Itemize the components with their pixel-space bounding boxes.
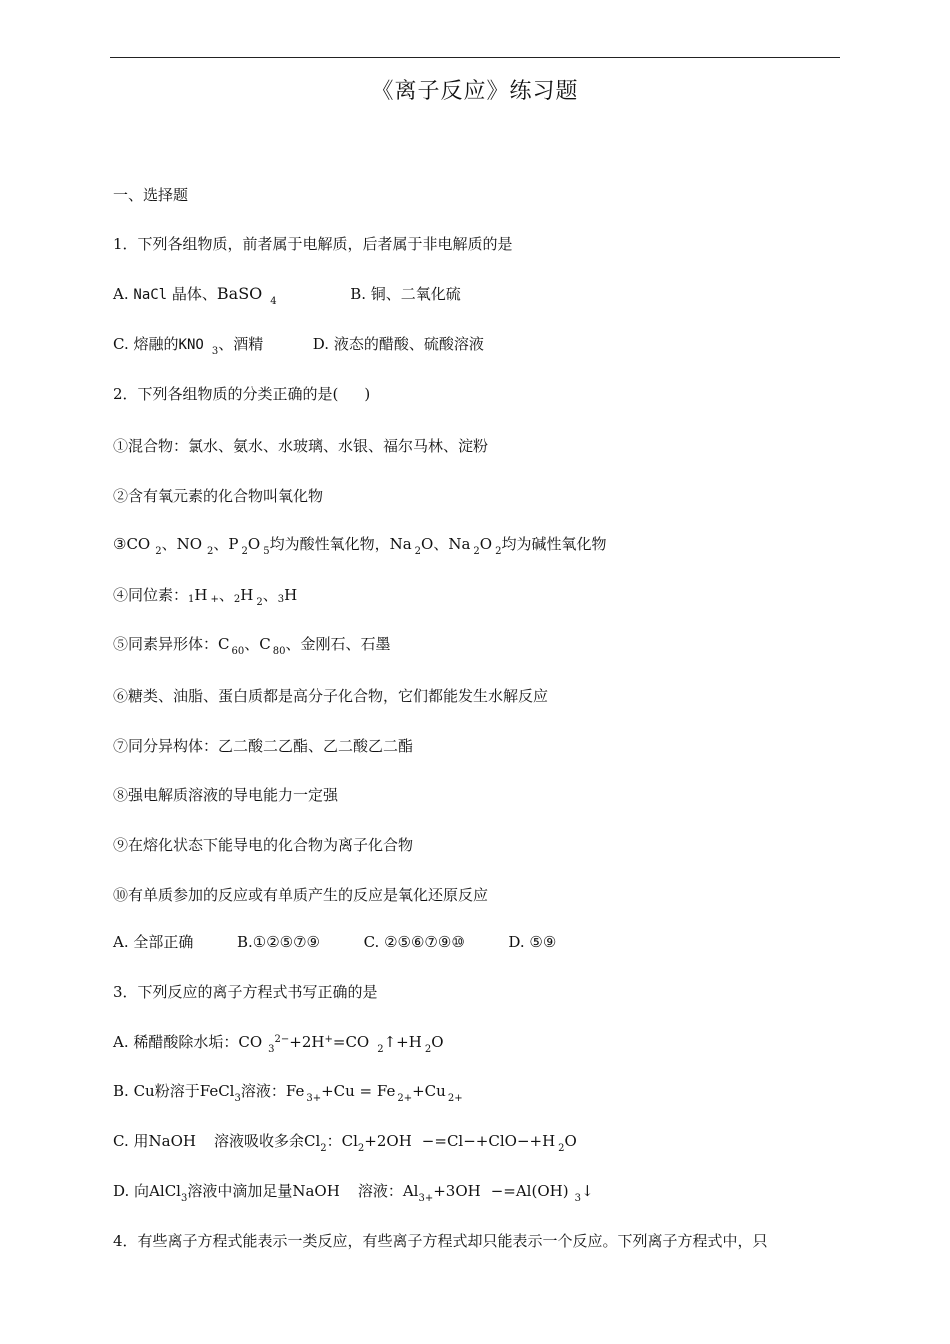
- q3-stem: 3．下列反应的离子方程式书写正确的是: [113, 983, 378, 1001]
- q2-statement-2: ②含有氧元素的化合物叫氧化物: [113, 487, 324, 505]
- q3-d-p6: +3OH: [433, 1182, 481, 1200]
- q3-c-label: C.: [113, 1132, 129, 1150]
- q3-c-p6: +2OH: [364, 1132, 412, 1150]
- q3-d-sub7: 3: [574, 1193, 581, 1204]
- q2-statement-9: ⑨在熔化状态下能导电的化合物为离子化合物: [113, 836, 414, 854]
- s4-p2: H: [194, 586, 208, 604]
- s3-p3: 、P: [213, 535, 239, 553]
- s4-p6: H: [284, 586, 298, 604]
- q3-a-sub4: 2: [424, 1044, 432, 1055]
- q3-c-p1: 用: [133, 1132, 149, 1150]
- s5-p2: 、C: [244, 635, 271, 653]
- q3-a-label: A.: [113, 1033, 129, 1051]
- q1-options-ab: [113, 284, 461, 305]
- s3-p6: O: [421, 535, 434, 553]
- q2-d-label: D.: [508, 933, 525, 951]
- s4-p4: H: [240, 586, 254, 604]
- q2-statement-3: [113, 534, 607, 557]
- q1-c-sub: 3: [211, 346, 219, 357]
- q3-d-p1: 向: [134, 1182, 150, 1200]
- s4-pre1: 1: [188, 594, 195, 605]
- q3-d-p2: AlCl: [149, 1182, 181, 1200]
- q4-stem: 4．有些离子方程式能表示一类反应，有些离子方程式却只能表示一个反应。下列离子方程式中，只: [113, 1232, 768, 1250]
- q1-a-formula: BaSO: [216, 284, 263, 303]
- q3-c-p2: NaOH: [148, 1132, 196, 1150]
- q3-b-p6: +Cu: [412, 1082, 446, 1100]
- s3-sub3: 2: [241, 546, 248, 557]
- q3-c-p4: Cl: [303, 1132, 321, 1150]
- q1-d-text: 液态的醋酸、硫酸溶液: [333, 335, 484, 353]
- q3-c-p7: =Cl: [434, 1132, 464, 1150]
- header-rule: [110, 57, 840, 58]
- q3-a-p1: 稀醋酸除水垢：CO: [133, 1033, 263, 1051]
- q2-statement-1: ①混合物：氯水、氨水、水玻璃、水银、福尔马林、淀粉: [113, 437, 489, 455]
- q3-c-sup7: −: [463, 1132, 476, 1150]
- s3-sub8: 2: [495, 546, 502, 557]
- q2-statement-10: ⑩有单质参加的反应或有单质产生的反应是氧化还原反应: [113, 886, 489, 904]
- q3-a-sup1: 2−: [274, 1034, 290, 1045]
- q3-d-sub2: 3: [180, 1193, 188, 1204]
- q3-c-sup6: −: [421, 1132, 435, 1150]
- q2-c-label: C.: [363, 933, 380, 951]
- q3-a-p5: O: [431, 1033, 444, 1051]
- q3-c-p3: 溶液吸收多余: [213, 1132, 304, 1150]
- q1-c-formula: KNO: [178, 337, 204, 353]
- q2-options: [113, 932, 556, 952]
- s3-sub1: 2: [155, 546, 162, 557]
- q2-a-text: 全部正确: [133, 933, 194, 951]
- s5-p1: ⑤同素异形体：C: [113, 635, 230, 653]
- s5-sub1: 60: [231, 646, 245, 657]
- s5-sub2: 80: [272, 646, 286, 657]
- q3-a-sub3: 2: [377, 1044, 384, 1055]
- q3-b-sup4: 3+: [306, 1093, 322, 1104]
- q1-d-label: D.: [312, 335, 330, 353]
- s3-sub2: 2: [207, 546, 214, 557]
- q3-b-sub3: 3: [234, 1093, 241, 1104]
- s3-p8: O: [479, 535, 493, 553]
- s3-p7: 、Na: [433, 535, 471, 553]
- q2-b-text: ①②⑤⑦⑨: [252, 933, 321, 951]
- q3-a-sup2: +: [324, 1034, 333, 1045]
- q3-option-d: [113, 1181, 594, 1204]
- q1-b-label: B.: [350, 285, 367, 303]
- s3-p4: O: [247, 535, 261, 553]
- q2-d-text: ⑤⑨: [529, 933, 557, 951]
- q3-c-p10: O: [564, 1132, 577, 1150]
- s3-sub7: 2: [473, 546, 480, 557]
- s3-p9: 均为碱性氧化物: [501, 535, 607, 553]
- q3-b-p2: 粉溶于: [154, 1082, 200, 1100]
- q3-c-p8: +ClO: [475, 1132, 517, 1150]
- s4-pre5: 3: [277, 594, 285, 605]
- q2-statement-5: [113, 634, 391, 657]
- q2-statement-7: ⑦同分异构体：乙二酸二乙酯、乙二酸乙二酯: [113, 737, 414, 755]
- q2-statement-8: ⑧强电解质溶液的导电能力一定强: [113, 786, 339, 804]
- q3-b-p1: Cu: [133, 1082, 155, 1100]
- q2-b-label: B.: [236, 933, 253, 951]
- q1-a-text: 晶体、: [171, 285, 217, 303]
- q2-stem-text: 2．下列各组物质的分类正确的是(: [113, 385, 339, 403]
- q1-options-cd: [113, 334, 484, 355]
- q1-c-text1: 熔融的: [133, 335, 179, 353]
- q1-c-label: C.: [113, 335, 129, 353]
- q3-b-sup5: 2+: [397, 1093, 413, 1104]
- page-title: 《离子反应》练习题: [371, 79, 579, 104]
- q1-a-sub: 4: [270, 296, 277, 307]
- q3-a-p4: ↑+H: [383, 1033, 422, 1051]
- q1-stem: 1．下列各组物质，前者属于电解质，后者属于非电解质的是: [113, 235, 513, 253]
- q3-b-p3: FeCl: [199, 1082, 235, 1100]
- q3-d-sup6: −: [490, 1182, 504, 1200]
- q3-b-sup6: 2+: [447, 1093, 463, 1104]
- s4-pre3: 2: [233, 594, 241, 605]
- q3-c-sub4: 2: [320, 1143, 327, 1154]
- s3-sub4: 5: [263, 546, 270, 557]
- s3-p1: ③CO: [113, 535, 151, 553]
- q1-b-text: 铜、二氧化硫: [370, 285, 461, 303]
- q3-d-p7: =Al(OH): [503, 1182, 569, 1200]
- q2-a-label: A.: [113, 933, 129, 951]
- section-heading: 一、选择题: [113, 186, 189, 204]
- q3-c-sub9: 2: [558, 1143, 565, 1154]
- q2-stem: [113, 384, 370, 404]
- q2-statement-4: [113, 585, 297, 610]
- q3-c-p5: ：Cl: [326, 1132, 358, 1150]
- q3-option-c: [113, 1131, 577, 1154]
- q3-d-p5: 溶液：Al: [357, 1182, 419, 1200]
- q3-a-sub1: 3: [268, 1044, 275, 1055]
- s4-p3: 、: [218, 586, 234, 604]
- q3-c-sub5: 2: [357, 1143, 365, 1154]
- q3-d-p4: NaOH: [292, 1182, 340, 1200]
- s4-p1: ④同位素：: [113, 586, 189, 604]
- s3-p2: 、NO: [161, 535, 203, 553]
- q3-option-b: [113, 1081, 463, 1104]
- q3-c-p9: +H: [529, 1132, 556, 1150]
- q3-d-p8: ↓: [580, 1182, 594, 1200]
- q3-c-sup8: −: [516, 1132, 530, 1150]
- s4-sup2: +: [210, 594, 219, 605]
- s3-sub5: 2: [414, 546, 422, 557]
- q3-a-p3: =CO: [332, 1033, 370, 1051]
- q2-statement-6: ⑥糖类、油脂、蛋白质都是高分子化合物，它们都能发生水解反应: [113, 687, 549, 705]
- q2-c-text: ②⑤⑥⑦⑨⑩: [384, 933, 465, 951]
- s4-sub4: 2: [256, 597, 263, 608]
- s4-p5: 、: [262, 586, 278, 604]
- q1-a-label: A.: [113, 285, 129, 303]
- q3-a-p2: +2H: [289, 1033, 325, 1051]
- q2-stem-close: ): [364, 385, 371, 403]
- q3-d-sup5: 3+: [418, 1193, 434, 1204]
- q3-option-a: [113, 1032, 444, 1055]
- q1-c-text2: 、酒精: [218, 335, 264, 353]
- q1-a-nacl: NaCl: [133, 287, 168, 303]
- s3-p5: 均为酸性氧化物，Na: [269, 535, 412, 553]
- q3-b-p5: +Cu = Fe: [321, 1082, 396, 1100]
- q3-b-label: B.: [113, 1082, 129, 1100]
- q3-d-p3: 溶液中滴加足量: [187, 1182, 293, 1200]
- q3-b-p4: 溶液：Fe: [240, 1082, 305, 1100]
- q3-d-label: D.: [113, 1182, 130, 1200]
- s5-p3: 、金刚石、石墨: [285, 635, 391, 653]
